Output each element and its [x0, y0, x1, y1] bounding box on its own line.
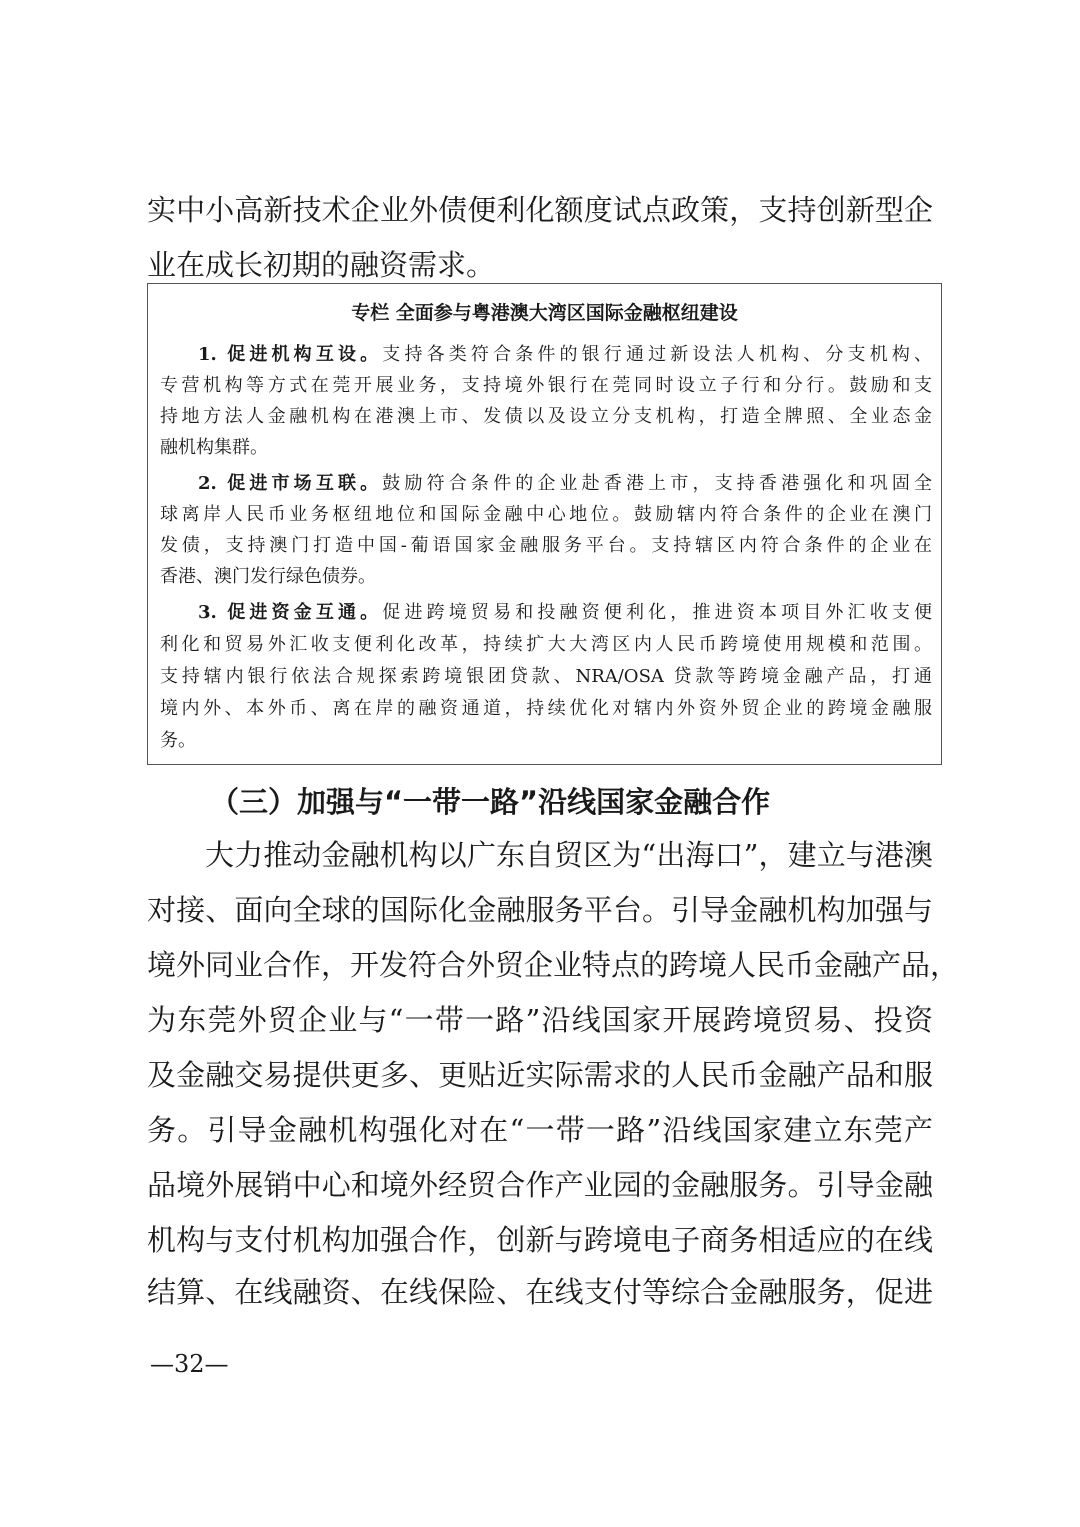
- body-line: 结算、在线融资、在线保险、在线支付等综合金融服务，促进: [147, 1275, 933, 1309]
- body-line: 务。引导金融机构强化对在“一带一路”沿线国家建立东莞产: [147, 1113, 933, 1147]
- column-box: [147, 283, 942, 765]
- box-line: 持地方法人金融机构在港澳上市、发债以及设立分支机构，打造全牌照、全业态金: [160, 406, 932, 427]
- box-line: 务。: [160, 730, 196, 751]
- box-line: [198, 600, 932, 626]
- body-line: 对接、面向全球的国际化金融服务平台。引导金融机构加强与: [147, 893, 933, 927]
- intro-line: 业在成长初期的融资需求。: [147, 248, 496, 282]
- body-line: 品境外展销中心和境外经贸合作产业园的金融服务。引导金融: [147, 1168, 933, 1202]
- box-line: 融机构集群。: [160, 437, 268, 458]
- item-prefix: 2. 促进市场互联。: [198, 473, 383, 494]
- box-text: 支持各类符合条件的银行通过新设法人机构、分支机构、: [382, 344, 932, 365]
- item-prefix: 1. 促进机构互设。: [198, 344, 383, 365]
- box-text: 鼓励符合条件的企业赴香港上市，支持香港强化和巩固全: [382, 473, 932, 494]
- box-line: 专营机构等方式在莞开展业务，支持境外银行在莞同时设立子行和分行。鼓励和支: [160, 375, 932, 396]
- box-line: 境内外、本外币、离在岸的融资通道，持续优化对辖内外资外贸企业的跨境金融服: [160, 698, 932, 719]
- box-text: 促进跨境贸易和投融资便利化，推进资本项目外汇收支便: [382, 602, 932, 623]
- body-line: 及金融交易提供更多、更贴近实际需求的人民币金融产品和服: [147, 1058, 933, 1092]
- body-line: 机构与支付机构加强合作，创新与跨境电子商务相适应的在线: [147, 1223, 933, 1257]
- item-prefix: 3. 促进资金互通。: [198, 602, 383, 623]
- intro-line: 实中小高新技术企业外债便利化额度试点政策，支持创新型企: [147, 193, 933, 227]
- box-line: [198, 471, 932, 497]
- box-line: 球离岸人民币业务枢纽地位和国际金融中心地位。鼓励辖内符合条件的企业在澳门: [160, 504, 932, 525]
- body-line: 境外同业合作，开发符合外贸企业特点的跨境人民币金融产品，: [147, 948, 960, 982]
- box-line: 支持辖内银行依法合规探索跨境银团贷款、NRA/OSA 贷款等跨境金融产品，打通: [160, 666, 932, 687]
- body-line: 为东莞外贸企业与“一带一路”沿线国家开展跨境贸易、投资: [147, 1003, 933, 1037]
- section-heading: （三）加强与“一带一路”沿线国家金融合作: [210, 785, 771, 819]
- page-number: —32—: [150, 1350, 229, 1378]
- column-title: 专栏 全面参与粤港澳大湾区国际金融枢纽建设: [351, 302, 738, 324]
- box-line: 香港、澳门发行绿色债券。: [160, 566, 376, 587]
- box-line: 发债，支持澳门打造中国-葡语国家金融服务平台。支持辖区内符合条件的企业在: [160, 535, 932, 556]
- body-line: 大力推动金融机构以广东自贸区为“出海口”，建立与港澳: [205, 838, 933, 872]
- box-line: 利化和贸易外汇收支便利化改革，持续扩大大湾区内人民币跨境使用规模和范围。: [160, 634, 932, 655]
- box-line: [198, 342, 932, 368]
